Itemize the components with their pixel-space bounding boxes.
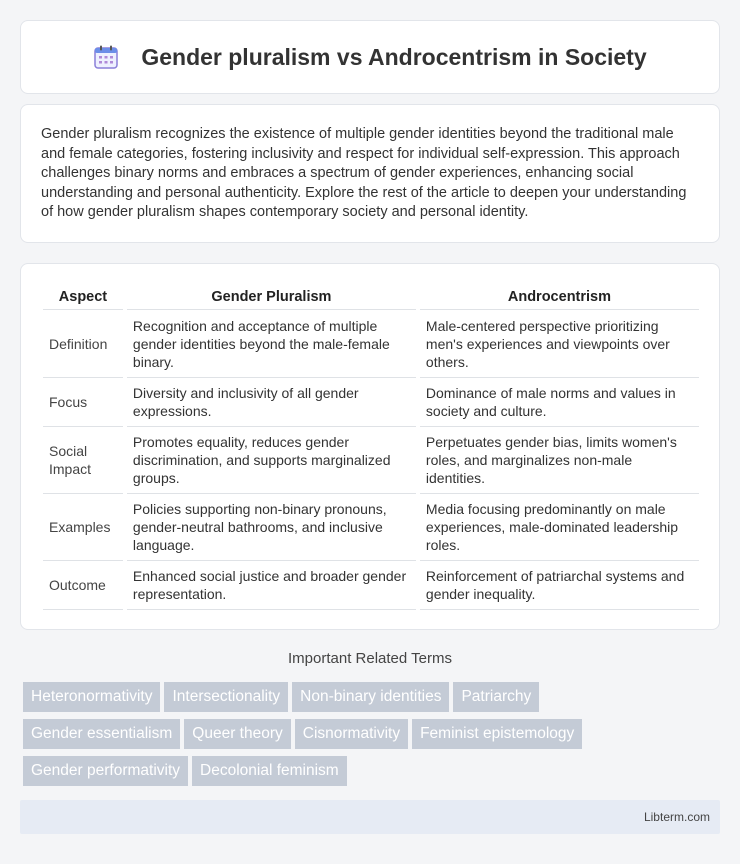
related-term-tag[interactable]: Feminist epistemology bbox=[412, 719, 582, 749]
related-term-tag[interactable]: Patriarchy bbox=[453, 682, 539, 712]
table-row bbox=[43, 427, 699, 494]
comparison-card bbox=[20, 263, 720, 630]
aspect-cell: Focus bbox=[43, 378, 123, 427]
table-row bbox=[43, 378, 699, 427]
related-term-tag[interactable]: Gender essentialism bbox=[23, 719, 180, 749]
related-term-tag[interactable]: Cisnormativity bbox=[295, 719, 408, 749]
intro-paragraph: Gender pluralism recognizes the existence of multiple gender identities beyond the traditional male and female categories, fostering inclusivity and respect for individual self-expression. This approach challenges binary norms and embraces a spectrum of gender experiences, enhancing social understanding and personal authenticity. Explore the rest of the article to deepen your understanding of how gender pluralism shapes contemporary society and personal identity. bbox=[41, 126, 687, 221]
androcentrism-cell: Media focusing predominantly on male experiences, male-dominated leadership roles. bbox=[420, 494, 699, 561]
androcentrism-cell: Reinforcement of patriarchal systems and gender inequality. bbox=[420, 561, 699, 610]
androcentrism-cell: Male-centered perspective prioritizing men's experiences and viewpoints over others. bbox=[420, 310, 699, 378]
table-header-row bbox=[43, 284, 699, 310]
pluralism-cell: Enhanced social justice and broader gender representation. bbox=[127, 561, 416, 610]
related-term-tag[interactable]: Decolonial feminism bbox=[192, 756, 347, 786]
related-terms-list bbox=[23, 682, 723, 793]
pluralism-cell: Recognition and acceptance of multiple gender identities beyond the male-female binary. bbox=[127, 310, 416, 378]
aspect-cell: Examples bbox=[43, 494, 123, 561]
table-row bbox=[43, 561, 699, 610]
table-row bbox=[43, 310, 699, 378]
header-card bbox=[20, 20, 720, 94]
page-title: Gender pluralism vs Androcentrism in Society bbox=[141, 43, 647, 70]
aspect-cell: Social Impact bbox=[43, 427, 123, 494]
calendar-icon bbox=[93, 45, 119, 69]
header-androcentrism: Androcentrism bbox=[420, 284, 699, 310]
header-aspect: Aspect bbox=[43, 284, 123, 310]
intro-card bbox=[20, 104, 720, 243]
related-term-tag[interactable]: Queer theory bbox=[184, 719, 290, 749]
footer bbox=[20, 800, 720, 834]
related-term-tag[interactable]: Gender performativity bbox=[23, 756, 188, 786]
related-term-tag[interactable]: Non-binary identities bbox=[292, 682, 449, 712]
comparison-table bbox=[39, 284, 703, 610]
pluralism-cell: Promotes equality, reduces gender discrimination, and supports marginalized groups. bbox=[127, 427, 416, 494]
related-term-tag[interactable]: Heteronormativity bbox=[23, 682, 160, 712]
table-row bbox=[43, 494, 699, 561]
androcentrism-cell: Perpetuates gender bias, limits women's roles, and marginalizes non-male identities. bbox=[420, 427, 699, 494]
pluralism-cell: Diversity and inclusivity of all gender expressions. bbox=[127, 378, 416, 427]
androcentrism-cell: Dominance of male norms and values in society and culture. bbox=[420, 378, 699, 427]
related-terms-title: Important Related Terms bbox=[288, 650, 452, 667]
pluralism-cell: Policies supporting non-binary pronouns, gender-neutral bathrooms, and inclusive language. bbox=[127, 494, 416, 561]
header-gender-pluralism: Gender Pluralism bbox=[127, 284, 416, 310]
footer-site-link[interactable]: Libterm.com bbox=[643, 810, 710, 824]
aspect-cell: Definition bbox=[43, 310, 123, 378]
aspect-cell: Outcome bbox=[43, 561, 123, 610]
related-term-tag[interactable]: Intersectionality bbox=[164, 682, 288, 712]
